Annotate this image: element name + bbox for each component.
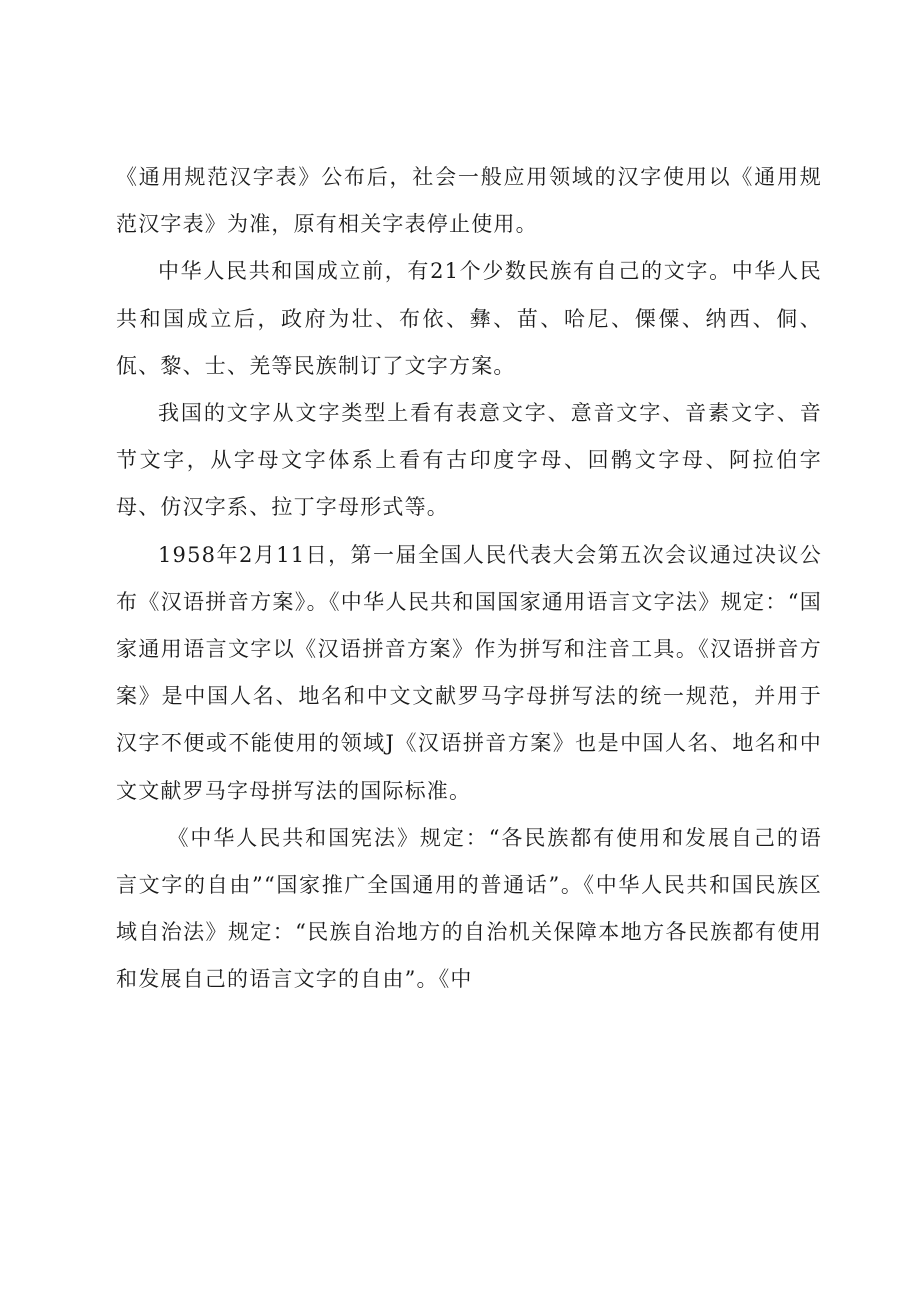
paragraph-standard-chinese-characters: 《通用规范汉字表》公布后，社会一般应用领域的汉字使用以《通用规范汉字表》为准，原有相关字表停止使用。	[116, 165, 822, 237]
paragraph-minority-scripts: 中华人民共和国成立前，有21个少数民族有自己的文字。中华人民共和国成立后，政府为壮、布依、彝、苗、哈尼、傈僳、纳西、侗、佤、黎、士、羌等民族制订了文字方案。	[116, 259, 822, 378]
paragraph-script-types: 我国的文字从文字类型上看有表意文字、意音文字、音素文字、音节文字，从字母文字体系上看有古印度字母、回鹘文字母、阿拉伯字母、仿汉字系、拉丁字母形式等。	[116, 401, 822, 520]
paragraph-pinyin-scheme: 1958年2月11日，第一届全国人民代表大会第五次会议通过决议公布《汉语拼音方案》。《中华人民共和国国家通用语言文字法》规定：“国家通用语言文字以《汉语拼音方案》作为拼写和注音工具。《汉语拼音方案》是中国人名、地名和中文文献罗马字母拼写法的统一规范，并用于汉字不便或不能使用的领域J《汉语拼音方案》也是中国人名、地名和中文文献罗马字母拼写法的国际标准。	[116, 542, 822, 803]
paragraph-constitution: 《中华人民共和国宪法》规定：“各民族都有使用和发展自己的语言文字的自由”“国家推广全国通用的普通话”。《中华人民共和国民族区域自治法》规定：“民族自治地方的自治机关保障本地方各民族都有使用和发展自己的语言文字的自由”。《中	[116, 825, 822, 992]
document-body	[116, 154, 822, 1004]
